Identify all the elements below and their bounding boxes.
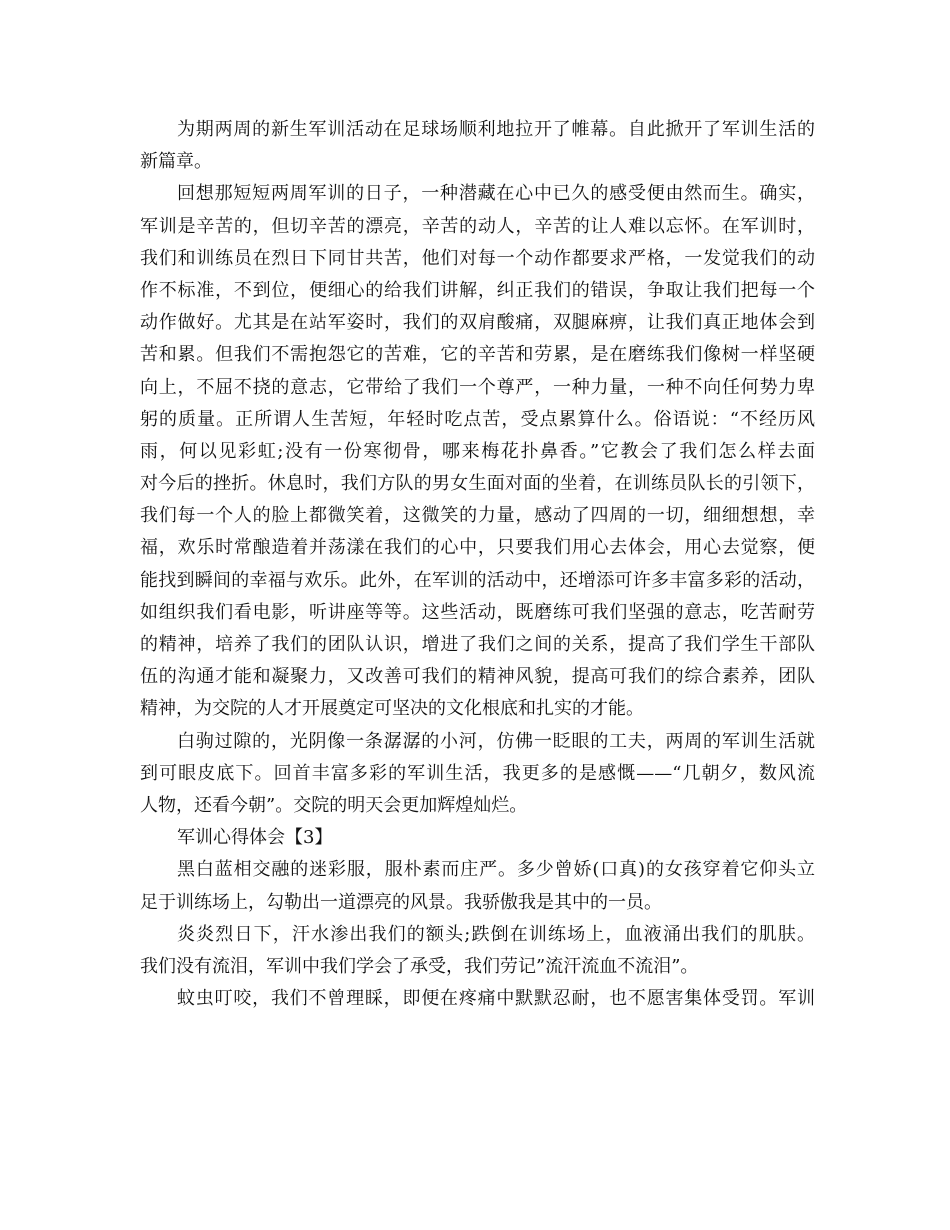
text-line: 足于训练场上，勾勒出一道漂亮的风景。我骄傲我是其中的一员。 (140, 891, 662, 913)
text-line: 伍的沟通才能和凝聚力，又改善可我们的精神风貌，提高可我们的综合素养，团队 (140, 666, 815, 688)
text-line: 能找到瞬间的幸福与欢乐。此外，在军训的活动中，还增添可许多丰富多彩的活动， (140, 569, 815, 591)
text-line: 蚊虫叮咬，我们不曾理睬，即便在疼痛中默默忍耐，也不愿害集体受罚。军训 (177, 988, 815, 1010)
text-line: 人物，还看今朝”。交院的明天会更加辉煌灿烂。 (140, 794, 528, 816)
text-line: 军训是辛苦的，但切辛苦的漂亮，辛苦的动人，辛苦的让人难以忘怀。在军训时， (140, 215, 815, 237)
document-body (140, 114, 815, 1015)
text-line: 躬的质量。正所谓人生苦短，年轻时吃点苦，受点累算什么。俗语说：“不经历风 (140, 408, 815, 430)
text-line: 动作做好。尤其是在站军姿时，我们的双肩酸痛，双腿麻痹，让我们真正地体会到 (140, 312, 815, 334)
text-line: 我们没有流泪，军训中我们学会了承受，我们劳记”流汗流血不流泪”。 (140, 955, 699, 977)
text-line: 福，欢乐时常酿造着并荡漾在我们的心中，只要我们用心去体会，用心去觉察，便 (140, 537, 815, 559)
text-line: 苦和累。但我们不需抱怨它的苦难，它的辛苦和劳累，是在磨练我们像树一样坚硬 (140, 344, 815, 366)
section-heading: 军训心得体会【3】 (177, 827, 333, 849)
text-line: 黑白蓝相交融的迷彩服，服朴素而庄严。多少曾娇(口真)的女孩穿着它仰头立 (177, 859, 815, 881)
text-line: 精神，为交院的人才开展奠定可坚决的文化根底和扎实的才能。 (140, 698, 644, 720)
text-line: 作不标准，不到位，便细心的给我们讲解，纠正我们的错误，争取让我们把每一个 (140, 279, 815, 301)
text-line: 为期两周的新生军训活动在足球场顺利地拉开了帷幕。自此掀开了军训生活的 (177, 119, 815, 140)
text-line: 我们和训练员在烈日下同甘共苦，他们对每一个动作都要求严格，一发觉我们的动 (140, 247, 815, 269)
text-line: 如组织我们看电影，听讲座等等。这些活动，既磨练可我们坚强的意志，吃苦耐劳 (140, 601, 815, 623)
text-line: 的精神，培养了我们的团队认识，增进了我们之间的关系，提高了我们学生干部队 (140, 634, 815, 655)
text-line: 向上，不屈不挠的意志，它带给了我们一个尊严，一种力量，一种不向任何势力卑 (140, 376, 815, 398)
text-line: 我们每一个人的脸上都微笑着，这微笑的力量，感动了四周的一切，细细想想，幸 (140, 505, 815, 527)
text-line: 回想那短短两周军训的日子，一种潜藏在心中已久的感受便由然而生。确实， (177, 183, 815, 205)
text-line: 新篇章。 (140, 151, 212, 173)
text-line: 炎炎烈日下，汗水渗出我们的额头;跌倒在训练场上，血液涌出我们的肌肤。 (177, 923, 815, 945)
text-line: 到可眼皮底下。回首丰富多彩的军训生活，我更多的是感慨——“几朝夕，数风流 (140, 762, 815, 784)
text-line: 雨，何以见彩虹;没有一份寒彻骨，哪来梅花扑鼻香。”它教会了我们怎么样去面 (140, 440, 815, 462)
text-line: 白驹过隙的，光阴像一条潺潺的小河，仿佛一眨眼的工夫，两周的军训生活就 (177, 730, 815, 752)
text-line: 对今后的挫折。休息时，我们方队的男女生面对面的坐着，在训练员队长的引领下， (140, 473, 815, 495)
